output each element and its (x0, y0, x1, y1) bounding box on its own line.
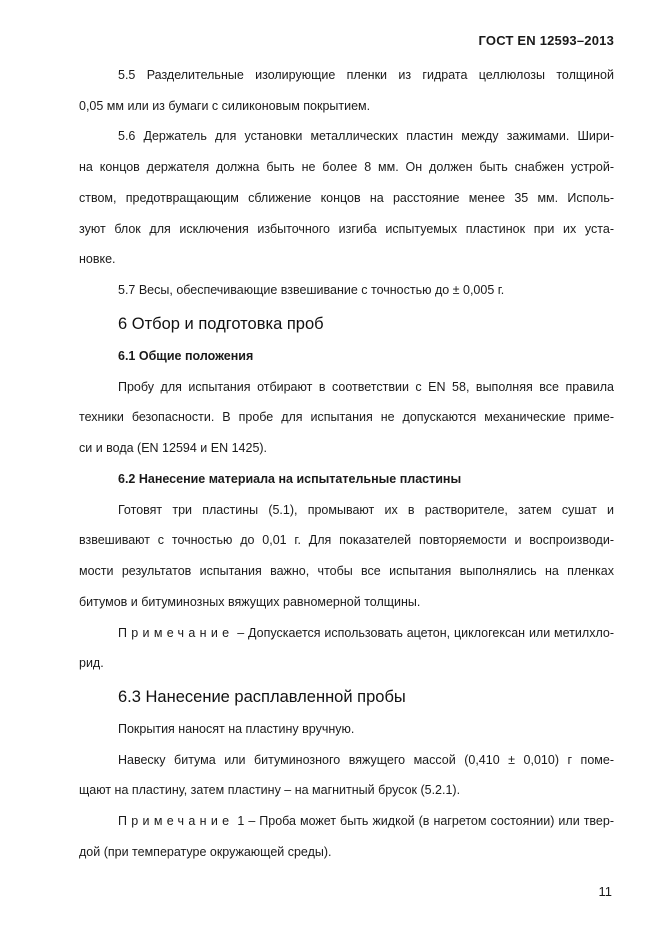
text-line: Навеску битума или битуминозного вяжущего массой (0,410 ± 0,010) г поме- (118, 752, 614, 767)
text-line: Пробу для испытания отбирают в соответствии с EN 58, выполняя все правила (118, 379, 614, 394)
text-line: 5.6 Держатель для установки металлических пластин между зажимами. Шири- (118, 129, 614, 144)
text-line: битумов и битуминозных вяжущих равномерной толщины. (79, 594, 421, 609)
text-line: Готовят три пластины (5.1), промывают их в растворителе, затем сушат и (118, 502, 614, 517)
subsection-heading-6-3: 6.3 Нанесение расплавленной пробы (118, 687, 406, 706)
subsection-heading-6-1: 6.1 Общие положения (118, 348, 254, 363)
text-line: мости результатов испытания важно, чтобы все испытания выполнялись на пленках (79, 564, 614, 579)
text-line: зуют блок для исключения избыточного изгиба испытуемых пластинок при их уста- (79, 221, 614, 236)
paragraph-6-1 (79, 372, 614, 464)
text-line: Покрытия наносят на пластину вручную. (118, 721, 355, 736)
text-line: 5.5 Разделительные изолирующие пленки из гидрата целлюлозы толщиной (118, 68, 614, 82)
text-line: ством, предотвращающим сближение концов на расстояние менее 35 мм. Исполь- (79, 190, 614, 205)
note-line (79, 618, 614, 649)
text-line: щают на пластину, затем пластину – на магнитный брусок (5.2.1). (79, 783, 461, 798)
note-text: 1 – Проба может быть жидкой (в нагретом состоянии) или твер- (233, 814, 614, 829)
note-text: – Допускается использовать ацетон, циклогексан или метилхло- (233, 625, 614, 640)
note-line: рид. (79, 656, 104, 671)
standard-header: ГОСТ EN 12593–2013 (478, 33, 614, 48)
note-label: Примечание (118, 625, 234, 640)
text-line: 5.7 Весы, обеспечивающие взвешивание с точностью до ± 0,005 г. (118, 282, 505, 297)
note-6-2 (79, 618, 614, 679)
note-label: Примечание (118, 814, 234, 829)
text-line: на концов держателя должна быть не более 8 мм. Он должен быть снабжен устрой- (79, 160, 614, 175)
note-6-3 (79, 806, 614, 867)
note-line: дой (при температуре окружающей среды). (79, 844, 332, 859)
paragraph-6-3 (79, 714, 614, 806)
text-line: 0,05 мм или из бумаги с силиконовым покрытием. (79, 98, 371, 113)
section-heading-6: 6 Отбор и подготовка проб (118, 314, 324, 333)
text-line: взвешивают с точностью до 0,01 г. Для показателей повторяемости и воспроизводи- (79, 533, 614, 548)
text-line: новке. (79, 252, 116, 267)
text-line: техники безопасности. В пробе для испытания не допускаются механические приме- (79, 410, 614, 425)
page-content (79, 60, 614, 867)
paragraph-5-6 (79, 121, 614, 275)
note-line (79, 806, 614, 837)
subsection-heading-6-2: 6.2 Нанесение материала на испытательные пластины (118, 471, 462, 486)
text-line: си и вода (EN 12594 и EN 1425). (79, 441, 268, 456)
paragraph-5-7 (79, 275, 614, 306)
page-number: 11 (598, 884, 612, 899)
paragraph-5-5 (79, 60, 614, 121)
paragraph-6-2 (79, 495, 614, 618)
